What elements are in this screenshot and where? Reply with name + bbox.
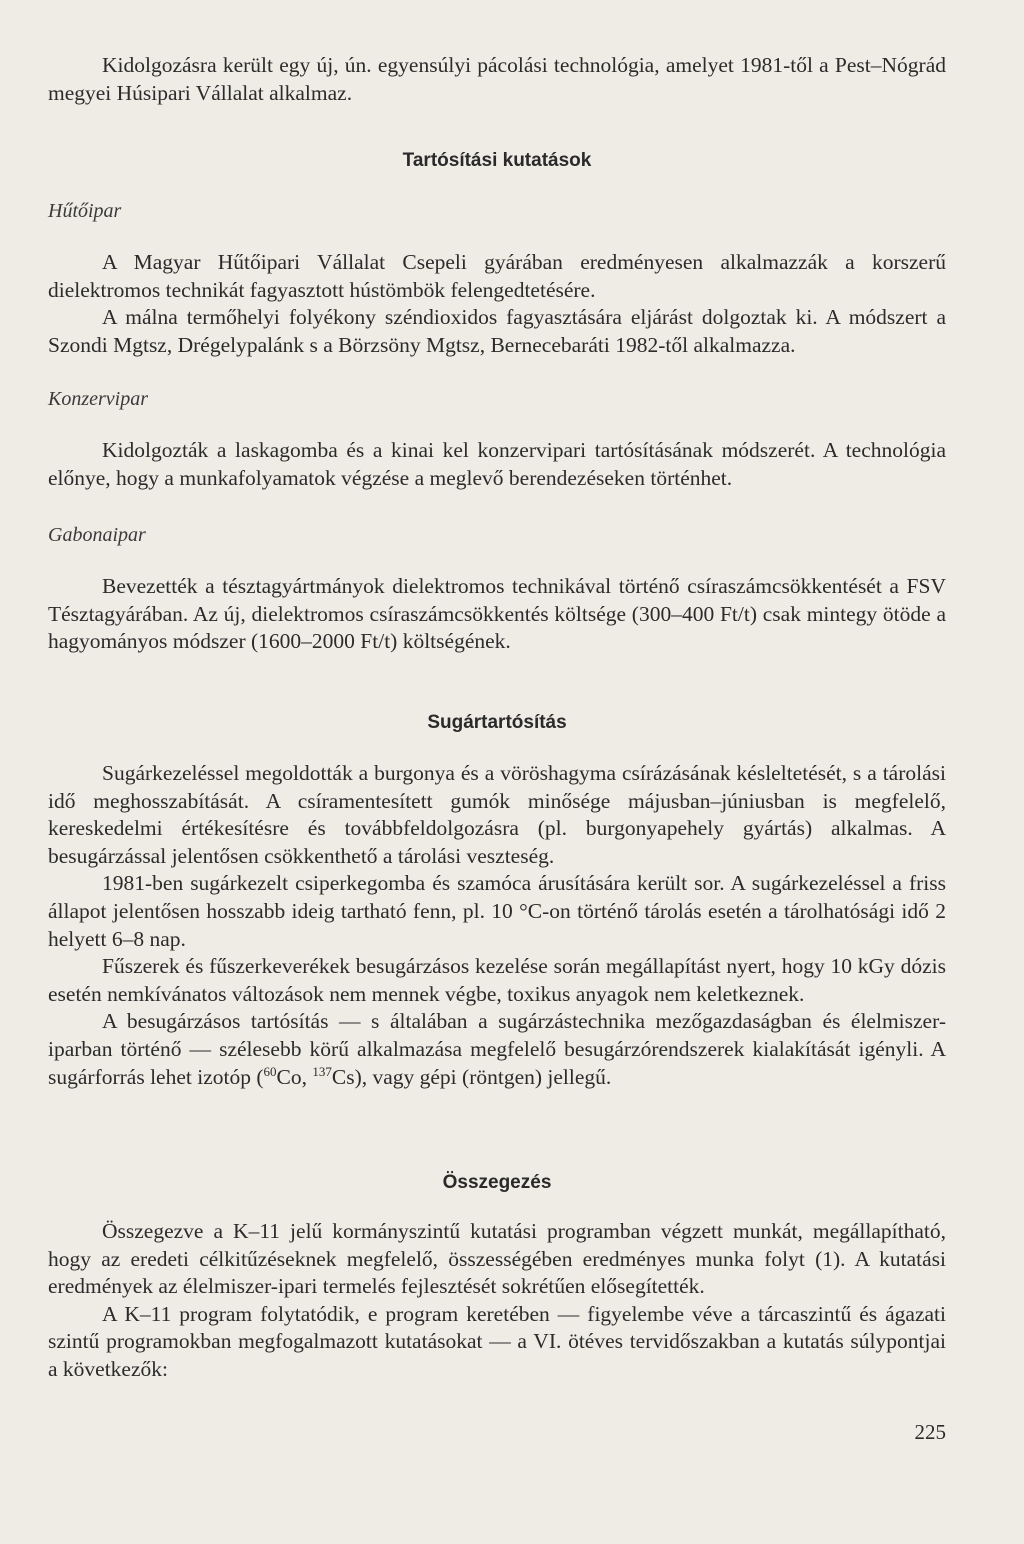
sugar-paragraph-2: 1981-ben sugárkezelt csiperkegomba és szamóca árusítására került sor. A sugárkezeléssel a friss állapot jelentősen hosszabb ideig tartható fenn, pl. 10 °C-on történő tárolás esetén a tárolhatósági idő 2 helyett 6–8 nap.	[48, 871, 946, 951]
isotope-137-sup: 137	[312, 1063, 332, 1079]
sugar-p4-cs: Cs), vagy gépi (röntgen) jellegű.	[331, 1064, 612, 1089]
osszegezes-paragraph-1: Összegezve a K–11 jelű kormányszintű kutatási programban végzett munkát, megállapítható, hogy az eredeti célkitűzéseknek megfelelő, összességében eredményes munka folyt (1). A kutatási eredmények az élelmiszer-ipari termelés fejlesztését sokrétűen elősegítették.	[48, 1219, 946, 1299]
hutoipar-block	[48, 200, 946, 359]
hutoipar-paragraph-1: A Magyar Hűtőipari Vállalat Csepeli gyárában eredményesen alkalmazzák a korszerű dielektromos technikát fagyasztott hústömbök felengedtetésére.	[48, 250, 946, 302]
isotope-60-sup: 60	[263, 1063, 277, 1079]
section-title-sugartartositas: Sugártartósítás	[427, 712, 567, 733]
osszegezes-paragraph-2: A K–11 program folytatódik, e program keretében — figyelembe véve a tárcaszintű és ágazati szintű programokban megfogalmazott kutatásokat — a VI. ötéves tervidőszakban a kutatás súlypontjai a következők:	[48, 1301, 946, 1381]
sugar-paragraph-4	[48, 1008, 946, 1091]
subheading-konzervipar: Konzervipar	[48, 388, 148, 410]
page-number: 225	[914, 1420, 946, 1444]
sugar-paragraph-3: Fűszerek és fűszerkeverékek besugárzásos kezelése során megállapítást nyert, hogy 10 kGy dózis esetén nemkívánatos változások nem mennek végbe, toxikus anyagok nem keletkeznek.	[48, 954, 946, 1006]
gabonaipar-paragraph-1: Bevezették a tésztagyártmányok dielektromos technikával történő csíraszámcsökkentését a FSV Tésztagyárában. Az új, dielektromos csíraszámcsökkentés költsége (300–400 Ft/t) csak mintegy ötöde a hagyományos módszer (1600–2000 Ft/t) költségének.	[48, 574, 946, 654]
gabonaipar-block	[48, 524, 946, 656]
section-sugartartositas	[48, 712, 946, 734]
section-osszegezes	[48, 1172, 946, 1194]
intro-block	[48, 52, 946, 107]
konzervipar-paragraph-1: Kidolgozták a laskagomba és a kinai kel konzervipari tartósításának módszerét. A technológia előnye, hogy a munkafolyamatok végzése a meglevő berendezéseken történhet.	[48, 438, 946, 490]
section-tartositasi	[48, 150, 946, 172]
sugar-p4-main: A besugárzásos tartósítás — s általában a sugárzástechnika mezőgazdaságban és élelmiszer-iparban történő — szélesebb körű alkalmazása megfelelő besugárzórendszerek kialakítását igényli. A sugárforrás lehet izotóp (	[48, 1009, 946, 1089]
osszegezes-block	[48, 1218, 946, 1384]
hutoipar-paragraph-2: A málna termőhelyi folyékony széndioxidos fagyasztására eljárást dolgoztak ki. A módszert a Szondi Mgtsz, Drégelypalánk s a Börzsöny Mgtsz, Bernecebaráti 1982-től alkalmazza.	[48, 305, 946, 357]
sugartartositas-block	[48, 760, 946, 1091]
intro-paragraph: Kidolgozásra került egy új, ún. egyensúlyi pácolási technológia, amelyet 1981-től a Pest–Nógrád megyei Húsipari Vállalat alkalmaz.	[48, 53, 946, 105]
sugar-paragraph-1: Sugárkezeléssel megoldották a burgonya és a vöröshagyma csírázásának késleltetését, s a tárolási idő meghosszabítását. A csíramentesített gumók minősége májusban–júniusban is megfelelő, kereskedelmi értékesítésre és továbbfeldolgozásra (pl. burgonyapehely gyártás) alkalmas. A besugárzással jelentősen csökkenthető a tárolási veszteség.	[48, 761, 946, 868]
konzervipar-block	[48, 388, 946, 492]
subheading-hutoipar: Hűtőipar	[48, 200, 122, 222]
section-title-osszegezes: Összegezés	[442, 1172, 552, 1193]
section-title-tartositasi: Tartósítási kutatások	[402, 150, 592, 171]
sugar-p4-co: Co,	[276, 1064, 313, 1089]
subheading-gabonaipar: Gabonaipar	[48, 524, 146, 546]
